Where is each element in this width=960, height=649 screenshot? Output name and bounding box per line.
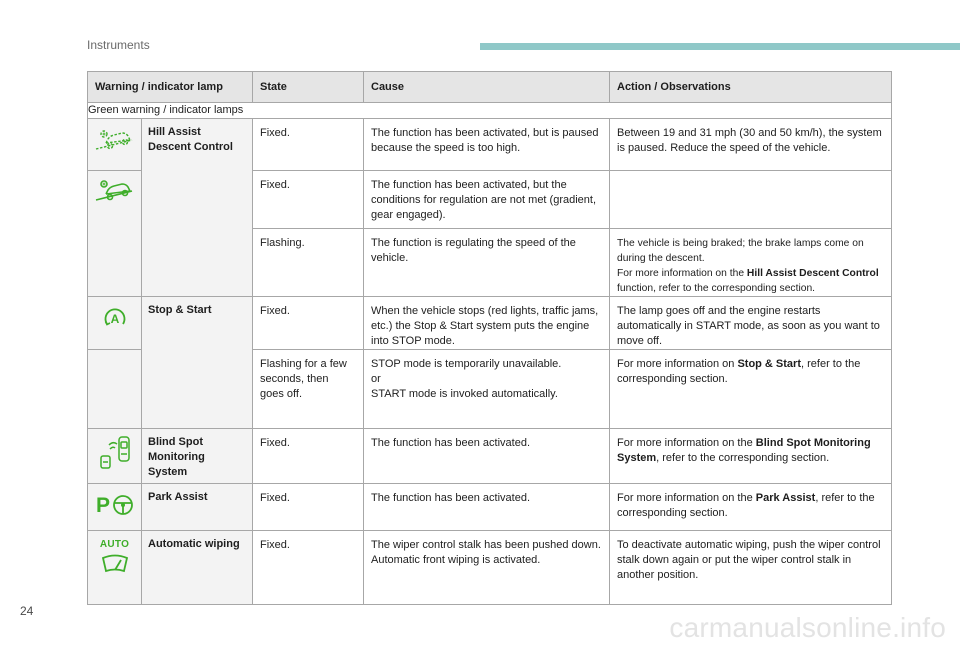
cause-cell: The function has been activated. [364, 429, 610, 484]
table-row [88, 119, 892, 171]
cause-cell: The function has been activated. [364, 484, 610, 531]
hill-descent-icon [88, 171, 141, 205]
action-cell: To deactivate automatic wiping, push the wiper control stalk down again or put the wiper control stalk in another position. [610, 531, 892, 605]
column-header-lamp: Warning / indicator lamp [88, 72, 253, 103]
action-cell [610, 484, 892, 531]
action-text: , refer to the corresponding section. [656, 452, 830, 464]
table-row [88, 297, 892, 350]
cause-text: Automatic front wiping is activated. [371, 554, 541, 566]
action-cell [610, 429, 892, 484]
action-bold-text: Blind Spot Monitoring System [617, 437, 871, 464]
state-cell: Fixed. [253, 171, 364, 229]
icon-cell [88, 429, 142, 484]
column-header-state: State [253, 72, 364, 103]
column-header-cause: Cause [364, 72, 610, 103]
action-bold-text: Hill Assist Descent Control [746, 268, 879, 279]
cause-cell: The function is regulating the speed of the vehicle. [364, 229, 610, 297]
cause-cell [364, 350, 610, 429]
auto-wiping-icon-label: AUTO [99, 539, 130, 550]
auto-wiping-icon [88, 531, 141, 575]
lamp-name-park-assist: Park Assist [142, 484, 253, 531]
action-cell [610, 171, 892, 229]
action-text: For more information on [617, 358, 738, 370]
cause-cell: The function has been activated, but is paused because the speed is too high. [364, 119, 610, 171]
watermark: carmanualsonline.info [669, 612, 946, 643]
table-row [88, 429, 892, 484]
icon-cell [88, 484, 142, 531]
lamp-name-auto-wiping: Automatic wiping [142, 531, 253, 605]
header-accent-bar [480, 43, 960, 50]
action-text: function, refer to the corresponding section. [617, 283, 816, 294]
svg-text:P: P [95, 494, 110, 517]
table-row [88, 531, 892, 605]
action-text: , refer to the corresponding section. [617, 492, 875, 519]
icon-cell [88, 119, 142, 171]
action-cell [610, 229, 892, 297]
action-cell: The lamp goes off and the engine restarts automatically in START mode, as soon as you want to move off. [610, 297, 892, 350]
cause-cell: The function has been activated, but the conditions for regulation are not met (gradient, gear engaged). [364, 171, 610, 229]
state-cell: Fixed. [253, 531, 364, 605]
state-cell: Flashing. [253, 229, 364, 297]
action-bold-text: Park Assist [755, 492, 816, 504]
cause-cell: When the vehicle stops (red lights, traffic jams, etc.) the Stop & Start system puts the engine into STOP mode. [364, 297, 610, 350]
state-cell: Fixed. [253, 119, 364, 171]
table-header-row [88, 72, 892, 103]
lamp-name-blind-spot: Blind Spot Monitoring System [142, 429, 253, 484]
state-cell: Flashing for a few seconds, then goes off. [253, 350, 364, 429]
section-row [88, 103, 892, 119]
hill-descent-paused-icon [88, 119, 141, 154]
cause-text: START mode is invoked automatically. [371, 388, 558, 400]
stop-start-icon [88, 297, 141, 331]
action-bold-text: Stop & Start [737, 358, 801, 370]
cause-cell [364, 531, 610, 605]
cause-text: The wiper control stalk has been pushed down. [371, 539, 601, 551]
svg-text:A: A [110, 312, 119, 326]
cause-text: STOP mode is temporarily unavailable. [371, 358, 562, 370]
action-text: For more information on the [617, 268, 747, 279]
state-cell: Fixed. [253, 429, 364, 484]
action-text: , refer to the corresponding section. [617, 358, 861, 385]
lamp-name-hill-assist: Hill Assist Descent Control [142, 119, 253, 297]
section-title: Green warning / indicator lamps [88, 103, 892, 119]
icon-cell [88, 531, 142, 605]
section-label: Instruments [87, 38, 150, 52]
page-number: 24 [20, 604, 34, 618]
table-row [88, 484, 892, 531]
action-text: The vehicle is being braked; the brake lamps come on during the descent. [617, 238, 864, 264]
state-cell: Fixed. [253, 297, 364, 350]
action-cell [610, 350, 892, 429]
lamp-name-stop-start: Stop & Start [142, 297, 253, 429]
state-cell: Fixed. [253, 484, 364, 531]
icon-cell [88, 350, 142, 429]
cause-text: or [371, 373, 381, 385]
action-text: For more information on the [617, 437, 756, 449]
action-text: For more information on the [617, 492, 756, 504]
icon-cell [88, 297, 142, 350]
action-cell: Between 19 and 31 mph (30 and 50 km/h), the system is paused. Reduce the speed of the vehicle. [610, 119, 892, 171]
park-assist-icon [88, 484, 141, 518]
blind-spot-icon [88, 429, 141, 470]
column-header-action: Action / Observations [610, 72, 892, 103]
warning-lamps-table [87, 71, 892, 605]
icon-cell [88, 171, 142, 297]
